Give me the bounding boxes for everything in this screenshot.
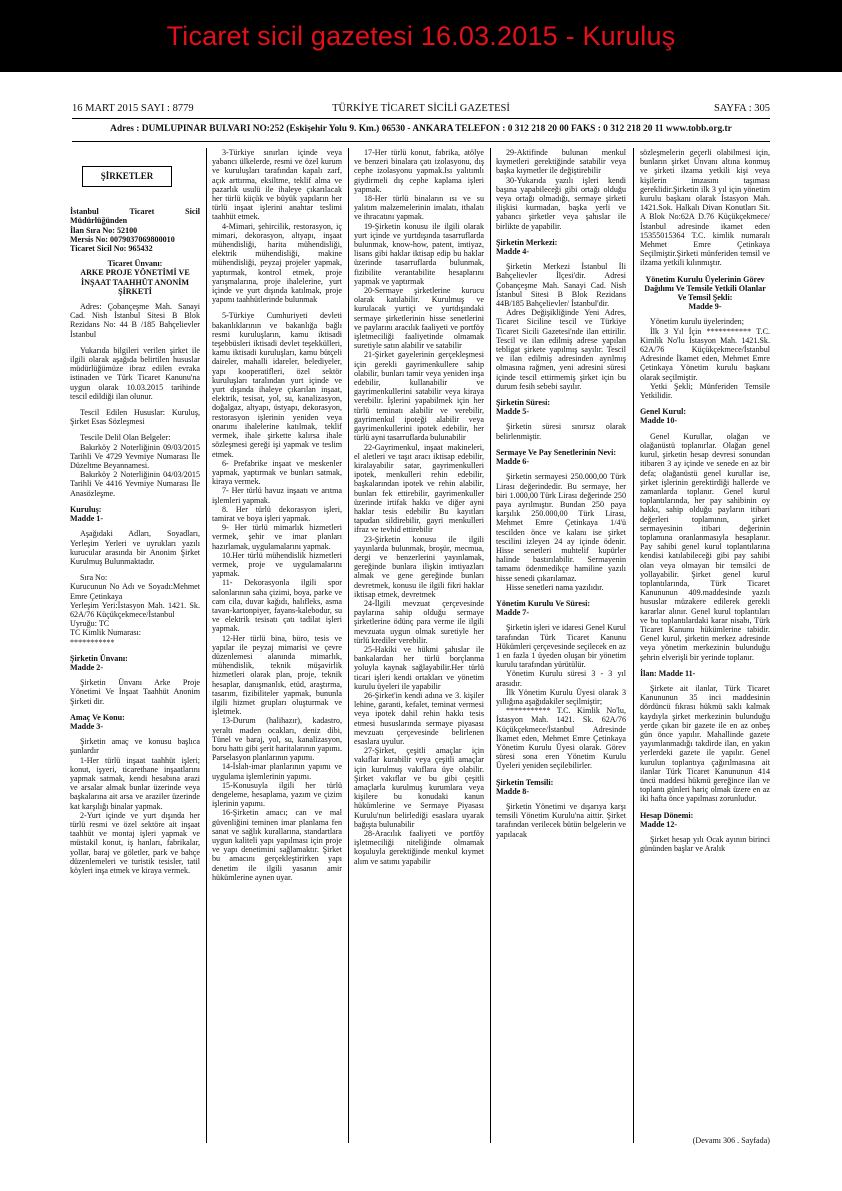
company-trade-name: Ticaret Ünvanı: ARKE PROJE YÖNETİMİ VE İNŞAAT TAAHHÜT ANONİM ŞİRKETİ <box>80 259 190 296</box>
paragraph: 21-Şirket gayelerinin gerçekleşmesi için gerekli gayrimenkullere sahip olabilir, bunları tamir veya yeniden inşa edebilir, kullanabilir ve gayrimenkullerini satabilir veya kiraya verebilir. İşlerini yapabilmek için her türlü teminatı alabilir ve verebilir, gayrimenkul ipoteği alabilir veya gayrimenkullerini ipotek edebilir, her türlü ayni tasarruflarda bulunabilir <box>354 350 484 443</box>
paragraph: 23-Şirketin konusu ile ilgili yayınlarda bulunmak, broşür, mecmua, dergi ve benzerlerini yayınlamak, gereğinde bunlara ilişkin imtiyazları almak ve gene gereğinde bunları devretmek, konusu ile ilgili fikri haklar iktisap etmek, devretmek <box>354 534 484 599</box>
column-4 <box>496 148 626 1143</box>
paragraph: Tescile Delil Olan Belgeler: <box>80 433 171 443</box>
paragraph: 22-Gayrimenkul, inşaat makineleri, el aletleri ve taşıt aracı iktisap edebilir, kiralayabilir satar, gayrimenkulleri ipotek, menkulleri rehin edebilir, başkalarından ipotek ve rehin alabilir, bunları fek ettirebilir, gayrimenkuller üzerinde irtifak hakkı ve diğer ayni haklar tesis edebilir Bu kayıtları tapudan sildirebilir, gayri menkulleri ifraz ve tevhid ettirebilir <box>354 442 484 535</box>
paragraph: Yetki Şekli; Münferiden Temsile Yetkilidir. <box>640 381 770 401</box>
paragraph: Bakırköy 2 Noterliğinin 09/03/2015 Tarihli Ve 4729 Yevmiye Numarası İle Düzeltme Beyannamesi. <box>70 442 200 471</box>
header-rule-top <box>72 118 770 119</box>
paragraph: Şirketin Ünvanı Arke Proje Yönetimi Ve İnşaat Taahhüt Anonim Şirketi dir. <box>70 678 200 706</box>
article-heading: Şirketin Ünvanı: Madde 2- <box>70 653 128 672</box>
paragraph: 18-Her türlü binaların ısı ve su yalıtım malzemelerinin imalatı, ithalatı ve ihracatını yapmak. <box>354 194 484 222</box>
paragraph: Şirketin amaç ve konusu başlıca şunlardır <box>70 737 200 756</box>
paragraph: 11- Dekorasyonla ilgili spor salonlarının saha çizimi, boya, parke ve cam cila, duvar kağıdı, halıfleks, asma tavan-kartonpiyer, fayans-kalebodur, su ve elektrik tesisatı çatı tadilat işleri yapmak. <box>212 578 342 634</box>
paragraph: 14-İslah-imar planlarının yapımı ve uygulama işlemlerinin yapımı. <box>212 762 342 781</box>
paragraph: 19-Şirketin konusu ile ilgili olarak yurt içinde ve yurtdışında tasarruflarda bulunmak, know-how, patent, imtiyaz, lisans gibi haklar iktisap edip bu haklar üzerinde tasarruflarda bulunmak, fizibilite verantabilite hesaplarını yapmak ve yaptırmak <box>354 221 484 286</box>
paragraph: Şirketin süresi sınırsız olarak belirlenmiştir. <box>496 422 626 441</box>
paragraph: Şirketin Yönetimi ve dışarıya karşı temsili Yönetim Kurulu'na aittir. Şirket tarafından verilecek bütün belgelerin ve yapılacak <box>496 802 626 839</box>
issue-date: 16 MART 2015 SAYI : 8779 <box>72 103 194 114</box>
paragraph: *********** T.C. Kimlik No'lu, İstasyon Mah. 1421. Sk. 62A/76 Küçükçekmece/İstanbul Adresinde İkamet eden, Mehmet Emre Çetinkaya Yönetim Kurulu Üyesi olarak. Görev süresi sona eren Yönetim Kurulu Üyeleri yeniden seçilebilirler. <box>496 706 626 771</box>
article-heading: Genel Kurul: Madde 10- <box>640 407 687 426</box>
paragraph: 30-Yukarıda yazılı işleri kendi başına yapabileceği gibi ortağı olduğu veya ortağı olmadığı, sermaye şirketi ilişkisi kurmadan, başka yerli ve yabancı şirketler veya şahıslar ile birlikte de yapabilir. <box>496 175 626 231</box>
article-heading: Hesap Dönemi: Madde 12- <box>640 810 694 829</box>
company-address: Adres: Çobançeşme Mah. Sanayi Cad. Nish İstanbul Sitesi B Blok Rezidans No: 44 B /185 Bahçelievler İstanbul <box>70 302 200 339</box>
paragraph: 24-İlgili mevzuat çerçevesinde paylarına sahip olduğu sermaye şirketlerine ödünç para verme ile ilgili mevzuata uygun olmak suretiyle her türlü krediler verebilir. <box>354 598 484 645</box>
publisher-address: Adres : DUMLUPINAR BULVARI NO:252 (Eskişehir Yolu 9. Km.) 06530 - ANKARA TELEFON : 0 312 218 20 00 FAKS : 0 312 218 20 11 www.tobb.org.tr <box>110 124 732 134</box>
paragraph: 9- Her türlü mimarlık hizmetleri vermek, şehir ve imar planları hazırlamak, uygulamalarını yapmak. <box>212 523 342 551</box>
gazette-name: TÜRKİYE TİCARET SİCİLİ GAZETESİ <box>332 103 510 114</box>
paragraph: 7- Her türlü havuz inşaatı ve arıtma işlemleri yapmak. <box>212 486 342 505</box>
paragraph: 12-Her türlü bina, büro, tesis ve yapılar ile peyzaj mimarisi ve çevre düzenlemesi alanında mimarlık, mühendislik, teknik müşavirlik hizmetleri olarak plan, proje, teknik hesaplar, danışmanlık, etüd, araştırma, tasarım, fizibiliteler yapmak, bununla ilgili hizmet grupları oluşturmak ve işletmek. <box>212 633 342 717</box>
paragraph: 17-Her türlü konut, fabrika, atölye ve benzeri binalara çatı izolasyonu, dış cephe izolasyonu yapmak.Isı yalıtımlı giydirmeli dış cephe kaplama işleri yapmak. <box>354 148 484 194</box>
paragraph: sözleşmelerin geçerli olabilmesi için, bunların şirket Ünvanı altına konmuş ve şirketi ilzama yetkili kişi veya kişilerin imzasını taşıması gereklidir.Şirketin ilk 3 yıl için yönetim kurulu başkanı olarak İstasyon Mah. 1421.Sok. Halkalı Divan Konutları Sit. A Blok No:62A D.76 Küçükçekmece/İstanbul adresinde ikamet eden 15355015364 T.C. kimlik numaralı Mehmet Emre Çetinkaya Seçilmiştir.Şirketi münferiden temsil ve ilzama yetkili kılınmıştır. <box>640 148 770 268</box>
paragraph: 28-Aracılık faaliyeti ve portföy işletmeciliği niteliğinde olmamak koşuluyla gerektiğinde menkul kıymet alım ve satımı yapabilir <box>354 829 484 866</box>
paragraph: 2-Yurt içinde ve yurt dışında her türlü resmi ve özel sektöre ait inşaat taahhüt ve montaj işleri yapmak ve müstakil konut, iş hanları, fabrikalar, yollar, baraj ve göletler, park ve bahçe düzenlemeleri ve turistik tesisler, tatil köyleri inşa etmek ve kiraya vermek. <box>70 810 200 875</box>
paragraph: Tescil Edilen Hususlar: Kuruluş, Şirket Esas Sözleşmesi <box>70 408 200 427</box>
article-heading: Kuruluş: Madde 1- <box>70 504 104 524</box>
title-banner <box>0 0 842 72</box>
paragraph: 13-Durum (halihazır), kadastro, yeraltı maden ocakları, deniz dibi, Tünel ve baraj, yol, su, kanalizasyon, boru hattı gibi şerit haritalarının yapımı. Parselasyon planlarının yapımı. <box>212 716 342 763</box>
banner-title: Ticaret sicil gazetesi 16.03.2015 - Kuruluş <box>166 20 676 51</box>
article-heading: Şirketin Süresi: Madde 5- <box>496 398 551 417</box>
paragraph: Şirketin sermayesi 250.000,00 Türk Lirası değerindedir. Bu sermaye, her biri 1.000,00 Türk Lirası değerinde 250 paya ayrılmıştır. Bundan 250 paya karşılık 250.000,00 Türk Lirası, Mehmet Emre Çetinkaya 1/4'ü tescilden önce ve kalanı ise şirket tescilini izleyen 24 ay içinde ödenir. Hisse senetleri muhtelif kupürler halinde bastırılabilir. Sermayenin tamamı ödenmedikçe hamiline yazılı hisse senedi çıkarılamaz. <box>496 472 626 583</box>
founder-info: Sıra No: Kurucunun No Adı ve Soyadı:Mehmet Emre Çetinkaya Yerleşim Yeri:İstasyon Mah. 1421. Sk. 62A/76 Küçükçekmece/İstanbul Uyruğu: TC TC Kimlik Numarası: *********** <box>70 573 200 647</box>
column-2 <box>212 148 342 1143</box>
article-heading: Şirketin Merkezi: Madde 4- <box>496 237 558 257</box>
registry-info: İstanbul Ticaret Sicil Müdürlüğünden İlan Sıra No: 52100 Mersis No: 0079037069800010 Ticaret Sicil No: 965432 <box>70 207 200 254</box>
section-box: ŞİRKETLER <box>82 166 172 187</box>
paragraph: 6- Prefabrike inşaat ve meskenler yapmak, yaptırmak ve bunları satmak, kiraya vermek. <box>212 458 342 487</box>
paragraph: Yönetim kurulu üyelerinden; <box>650 317 744 327</box>
paragraph: Şirketin Merkezi İstanbul İli Bahçelievler İlçesi'dir. Adresi Çobançeşme Mah. Sanayi Cad. Nish İstanbul Sitesi B Blok Rezidans 44B/185 Bahçelievler/ İstanbul'dir. <box>496 262 626 309</box>
continued-note: (Devamı 306 . Sayfada) <box>692 1136 770 1145</box>
article-heading: Yönetim Kurulu Ve Süresi: Madde 7- <box>496 598 591 618</box>
paragraph: Genel Kurullar, olağan ve olağanüstü toplanırlar. Olağan genel kurul, şirketin hesap devresi sonundan itibaren 3 ay içinde ve senede en az bir defa; olağanüstü genel kurullar ise, şirket işlerinin gerektirdiği hallerde ve zamanlarda toplanır. Genel kurul toplantılarında, her pay sahibinin oy hakkı, sahip olduğu payların itibari değerleri toplamının, şirket sermayesinin itibari değerinin toplamına oranlanmasıyla hesaplanır. Pay sahibi genel kurul toplantılarına kendisi katılabileceği gibi pay sahibi olan veya olmayan bir temsilci de yollayabilir. Şirket genel kurul toplantılarında, Türk Ticaret Kanununun 409.maddesinde yazılı hususlar müzakere edilerek gerekli kararlar alınır. Genel kurul toplantıları ve bu toplantılardaki karar nisabı, Türk Ticaret Kanunu hükümlerine tabidir. Genel kurul, şirketin merkez adresinde veya yönetim merkezinin bulunduğu şehrin elverişli bir yerinde toplanır. <box>640 431 770 662</box>
paragraph: İlk Yönetim Kurulu Üyesi olarak 3 yıllığına aşağıdakiler seçilmiştir; <box>496 687 626 706</box>
paragraph: 10.Her türlü mühendislik hizmetleri vermek, proje ve uygulamalarını yapmak. <box>212 550 342 579</box>
article-heading: Sermaye Ve Pay Senetlerinin Nevi: Madde 6- <box>496 447 617 467</box>
paragraph: 5-Türkiye Cumhuriyeti devleti bakanlıklarının ve bakanlığa bağlı resmi kuruluşların, kamu iktisadi teşebbüsleri iktisadi devlet teşekkülleri, kamu iktisadi kuruluşları, kamu bütçeli daireler, mahalli idareler, belediyeler, yapı kooperatifleri, özel sektör kuruluşları taralından yurt içinde ve yurt dışında ihaleye çıkarılan inşaat, elektrik, tesisat, yol, su, kanalizasyon, doğalgaz, altyapı, üstyapı, dekorasyon, restorasyon işlerinin yeniden veya onarımı ihalelerine katılmak, teklif vermek, ihale şirkette kalırsa ihale sözleşmesi gereği işi yapmak ve teslim etmek. <box>212 311 342 459</box>
article-heading: Amaç Ve Konu: Madde 3- <box>70 712 125 731</box>
paragraph: 8. Her türlü dekorasyon işleri, tamirat ve boya işleri yapmak. <box>212 504 342 523</box>
paragraph: 25-Hakiki ve hükmi şahıslar ile bankalardan her türlü borçlanma yoluyla kaynak sağlayabilir.Her türlü ticari işleri kendi ortakları ve yönetim kurulu üyeleri ile yapabilir <box>354 644 484 691</box>
paragraph: 16-Şirketin amacı; can ve mal güvenliğini teminen imar planlama fen sanat ve sağlık kurallarına, standartlara uygun kaliteli yapı yapılması için proje ve yapı denetimini sağlamaktır. Şirket bu amacını gerçekleştirirken yapı denetim ile ilgili yasanın amir hükümlerine aynen uyar. <box>212 808 342 882</box>
paragraph: 4-Mimari, şehircilik, restorasyon, iç mimari, dekorasyon, altyapı, inşaat mühendisliği, harita mühendisliği, elektrik mühendisliği, makine mühendisliği, peyzaj projeler yapmak, yaptırmak, kontrol etmek, proje yarışmalarına, proje ihalelerine, yurt içinde ve yurt dışında katılmak, proje yapımı taahhütlerinde bulunmak <box>212 221 342 305</box>
paragraph: Aşağıdaki Adları, Soyadları, Yerleşim Yerleri ve uyrukları yazılı kurucular arasında bir Anonim Şirket Kurulmuş Bulunmaktadır. <box>70 529 200 566</box>
article-heading: İlan: Madde 11- <box>640 668 696 678</box>
paragraph: 29-Aktifinde bulunan menkul kıymetleri gerektiğinde satabilir veya başka kıymetler ile değiştirebilir <box>496 148 626 176</box>
column-3 <box>354 148 484 1143</box>
gazette-header <box>72 103 770 117</box>
paragraph: 3-Türkiye sınırları içinde veya yabancı ülkelerde, resmi ve özel kurum ve kuruluşları tarafından kapalı zarf, açık arttırma, eksiltme, teklif alma ve pazarlık usulü ile ihaleye çıkarılacak her türlü küçük ve büyük yapıların her türlü inşaat işlerini anahtar teslimi taahhüt etmek. <box>212 148 342 222</box>
header-rule-bottom <box>72 141 770 142</box>
paragraph: Bakırköy 2 Noterliğinin 04/03/2015 Tarihli Ve 4416 Yevmiye Numarası İle Anasözleşme. <box>70 470 200 498</box>
article-columns <box>70 148 770 1143</box>
column-5 <box>640 148 770 1143</box>
paragraph: 27-Şirket, çeşitli amaçlar için vakıflar kurabilir veya çeşitli amaçlar için kurulmuş vakıflara üye olabilir. Şirket vakıflar ve bu gibi çeşitli amaçlarla kurulmuş kurumlara veya kişilere bu konudaki kanun hükümlerine ve Sermaye Piyasası Kurulu'nun belirlediği esaslara uyarak bağışta bulunabilir <box>354 746 484 829</box>
paragraph: 1-Her türlü inşaat taahhüt işleri; konut, işyeri, ticarethane inşaatlarını yapmak satmak, kendi hesabına arazi ve arsalar almak bunlar üzerinde veya başkalarına ait arsa ve araziler üzerinde kat karşılığı binalar yapmak. <box>70 755 200 811</box>
paragraph: Şirketin işleri ve idaresi Genel Kurul tarafından Türk Ticaret Kanunu Hükümleri çerçevesinde seçilecek en az 1 en fazla 1 üyeden oluşan bir yönetim kurulu tarafından yürütülür. <box>496 623 626 670</box>
paragraph: Hisse senetleri nama yazılıdır. <box>506 582 604 592</box>
page-number: SAYFA : 305 <box>713 103 770 114</box>
paragraph: Şirkete ait ilanlar, Türk Ticaret Kanununun 35 inci maddesinin dördüncü fıkrası hükmü saklı kalmak kaydıyla şirket merkezinin bulunduğu yerde çıkan bir gazete ile en az onbeş gün önce yapılır. Mahallinde gazete yayımlanmadığı takdirde ilan, en yakın yerlerdeki gazete ile yapılır. Genel kurulun toplantıya çağırılmasına ait ilanlar Türk Ticaret Kanununun 414 üncü maddesi hükmü gereğince ilan ve toplantı günleri hariç olmak üzere en az iki hafta önce yapılması zorunludur. <box>640 683 770 804</box>
paragraph: 15-Konusuyla ilgili her türlü dengeleme, hesaplama, yazım ve çizim işlerinin yapımı. <box>212 780 342 809</box>
column-1 <box>70 148 200 1143</box>
article-heading: Şirketin Temsili: Madde 8- <box>496 777 554 796</box>
paragraph: Yönetim Kurulu süresi 3 - 3 yıl arasıdır. <box>496 669 626 688</box>
paragraph: Yukarıda bilgileri verilen şirket ile ilgili olarak aşağıda belirtilen hususlar müdürlüğümüze ibraz edilen evraka istinaden ve Türk Ticaret Kanunu'na uygun olarak 10.03.2015 tarihinde tescil edildiği ilan olunur. <box>70 345 200 401</box>
paragraph: İlk 3 Yıl İçin *********** T.C. Kimlik No'lu İstasyon Mah. 1421.Sk. 62A/76 Küçükçekmece/İstanbul Adresinde İkamet eden, Mehmet Emre Çetinkaya Yönetim kurulu başkanı olarak seçilmiştir. <box>640 326 770 382</box>
paragraph: Adres Değişikliğinde Yeni Adres, Ticaret Siciline tescil ve Türkiye Ticaret Sicili Gazetesi'nde ilan ettirilir. Tescil ve ilan edilmiş adrese yapılan tebligat şirkete yapılmış sayılır. Tescil ve ilan edilmiş adresinden ayrılmış olmasına rağmen, yeni adresini süresi içinde tescil ettirmemiş şirket için bu durum fesih sebebi sayılır. <box>496 308 626 391</box>
paragraph: 26-Şirket'in kendi adına ve 3. kişiler lehine, garanti, kefalet, teminat vermesi veya ipotek dahil rehin hakkı tesis etmesi hususlarında sermaye piyasası mevzuatı çerçevesinde belirlenen esaslara uyulur. <box>354 690 484 746</box>
paragraph: Şirket hesap yılı Ocak ayının birinci gününden başlar ve Aralık <box>640 835 770 854</box>
article-heading: Yönetim Kurulu Üyelerinin Görev Dağılımı Ve Temsile Yetkili Olanlar Ve Temsil Şekli: Madde 9- <box>644 274 766 312</box>
paragraph: 20-Sermaye şirketlerine kurucu olarak katılabilir. Kurulmuş ve kurulacak yurtiçi ve yurtdışındaki sermaye şirketlerinin hisse senetlerini ve paylarını aracılık faaliyeti ve portföy işletmeciliği faaliyetinde olmamak suretiyle satın alabilir ve satabilir <box>354 286 484 351</box>
